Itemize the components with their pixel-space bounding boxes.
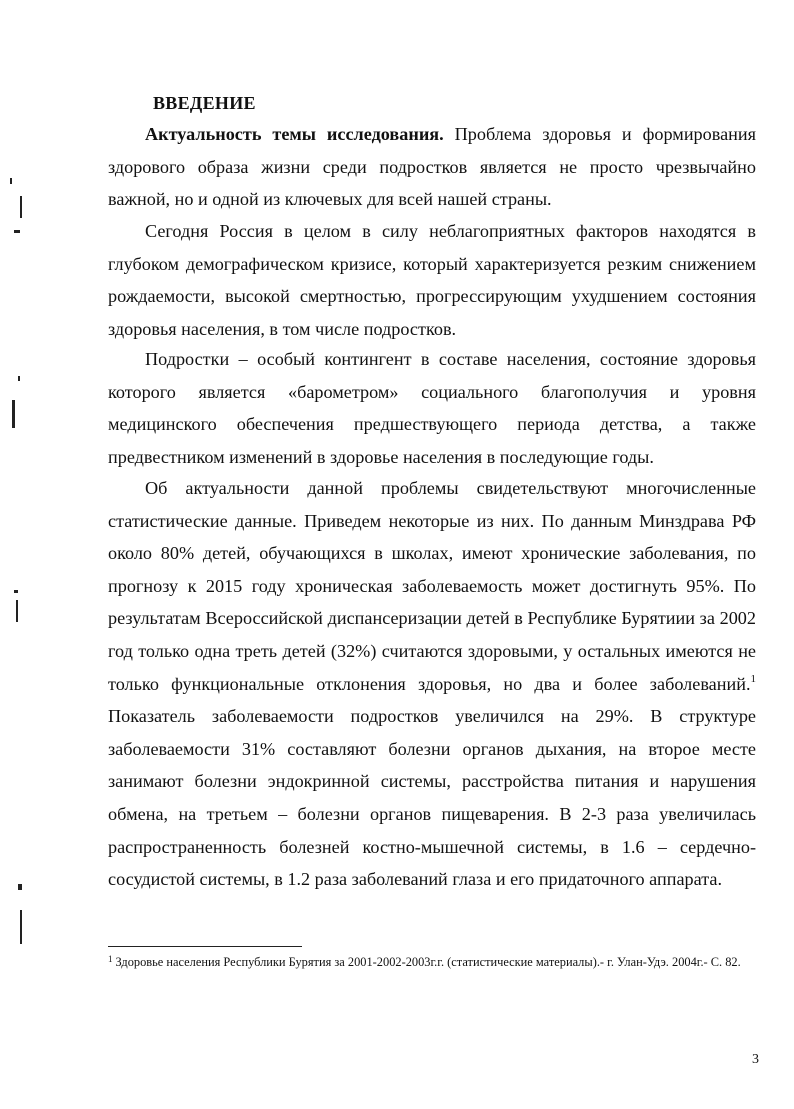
paragraph-text-continued: Показатель заболеваемости подростков увеличился на 29%. В структуре заболеваемости 31% составляют болезни органов дыхания, на второе месте занимают болезни эндокринной системы, расстройства питания и нарушения обмена, на третьем – болезни органов пищеварения. В 2-3 раза увеличилась распространенность болезней костно-мышечной системы, в 1.6 – сердечно-сосудистой системы, в 1.2 раза заболеваний глаза и его придаточного аппарата.	[108, 706, 756, 890]
paragraph-text: Подростки – особый контингент в составе населения, состояние здоровья которого является «барометром» социального благополучия и уровня медицинского обеспечения предшествующего периода детства, а также предвестником изменений в здоровье населения в последующие годы.	[108, 349, 756, 467]
footnote-reference[interactable]: 1	[750, 672, 756, 685]
paragraph-relevance	[108, 118, 756, 216]
paragraph-demography	[108, 215, 756, 345]
footnote-text: Здоровье населения Республики Бурятия за 2001-2002-2003г.г. (статистические материалы).- г. Улан-Удэ. 2004г.- С. 82.	[115, 955, 741, 969]
paragraph-adolescents	[108, 343, 756, 473]
paragraph-statistics	[108, 472, 756, 896]
footnote-mark: 1	[108, 954, 113, 964]
paragraph-text: Сегодня Россия в целом в силу неблагоприятных факторов находятся в глубоком демографическом кризисе, который характеризуется резким снижением рождаемости, высокой смертностью, прогрессирующим ухудшением состояния здоровья населения, в том числе подростков.	[108, 221, 756, 339]
paragraph-text: Об актуальности данной проблемы свидетельствуют многочисленные статистические данные. Приведем некоторые из них. По данным Минздрава РФ около 80% детей, обучающихся в школах, имеют хронические заболевания, по прогнозу к 2015 году хроническая заболеваемость может достигнуть 95%. По результатам Всероссийской диспансеризации детей в Республике Бурятиии за 2002 год только одна треть детей (32%) считаются здоровыми, у остальных имеются не только функциональные отклонения здоровья, но два и более заболеваний.	[108, 478, 756, 694]
footnote	[108, 954, 756, 971]
section-heading: ВВЕДЕНИЕ	[153, 93, 256, 113]
paragraph-text: Проблема здоровья и формирования здорового образа жизни среди подростков является не просто чрезвычайно важной, но и одной из ключевых для всей нашей страны.	[108, 124, 756, 210]
page-number: 3	[752, 1052, 759, 1067]
paragraph-lead: Актуальность темы исследования.	[145, 124, 444, 144]
footnote-divider	[108, 946, 302, 947]
